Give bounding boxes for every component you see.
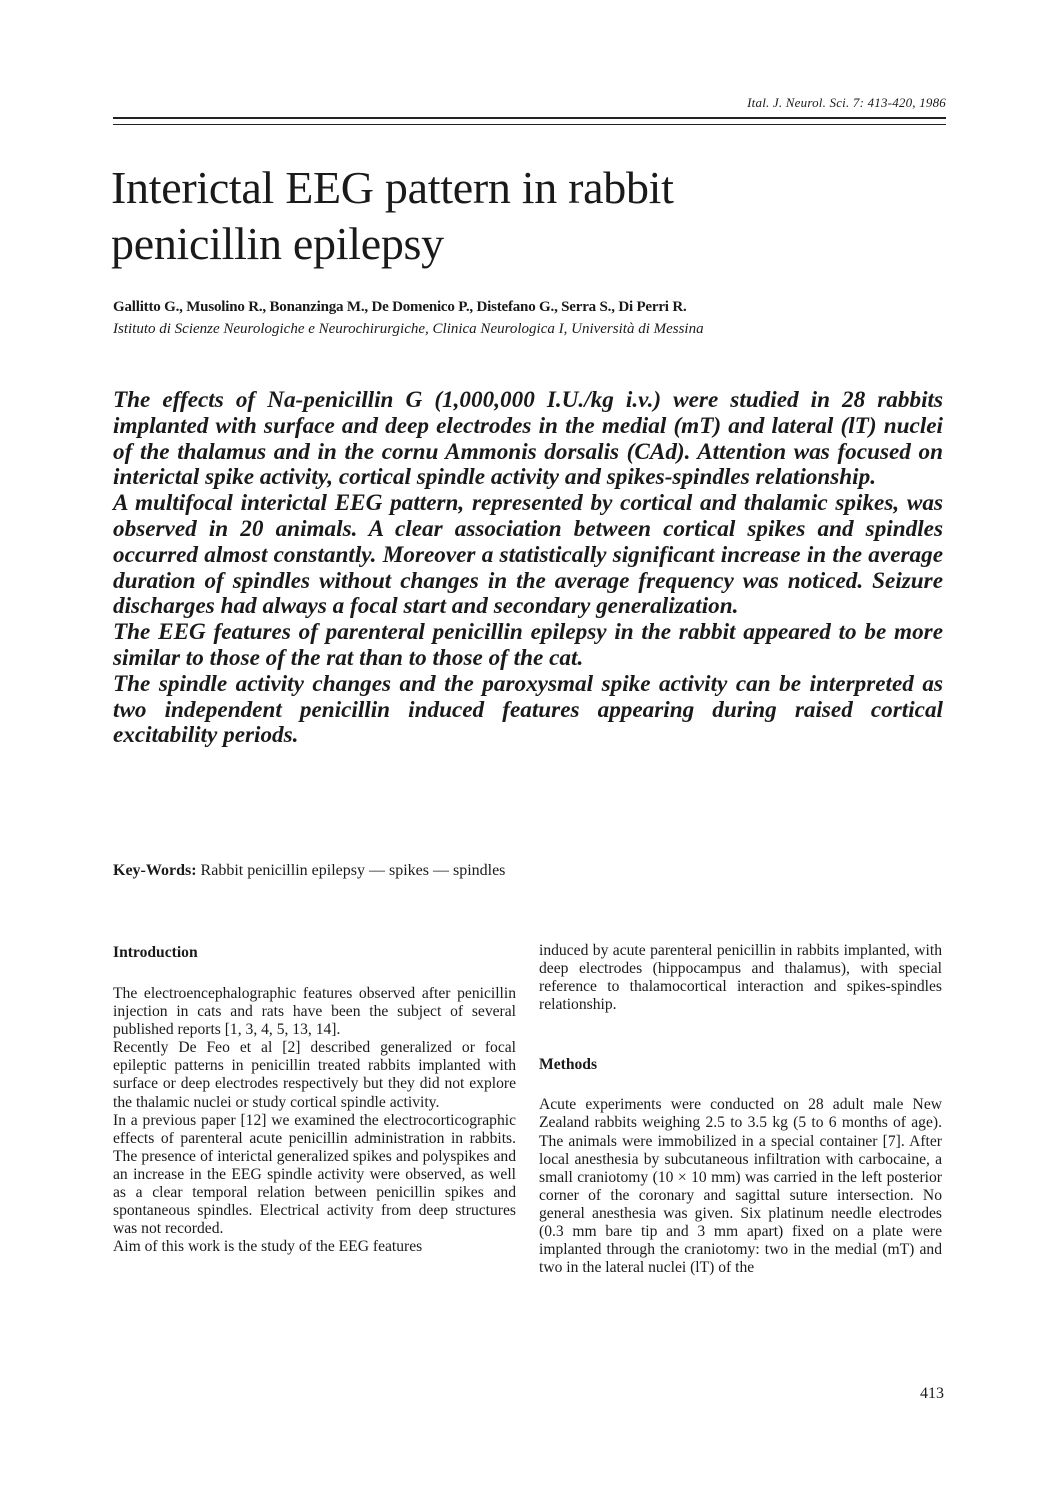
keywords bbox=[113, 860, 943, 882]
left-column bbox=[113, 942, 516, 1256]
intro-continuation: induced by acute parenteral penicillin in rabbits implanted, with deep electrodes (hippocampus and thalamus), with special reference to thalamocortical interaction and spikes-spindles relationship. bbox=[539, 942, 942, 1014]
intro-paragraph: In a previous paper [12] we examined the electrocorticographic effects of parenteral acute penicillin administration in rabbits. The presence of interictal generalized spikes and polyspikes and an increase in the EEG spindle activity were observed, as well as a clear temporal relation between penicillin spikes and spontaneous spindles. Electrical activity from deep structures was not recorded. bbox=[113, 1111, 516, 1238]
title-line-1: Interictal EEG pattern in rabbit bbox=[111, 162, 674, 213]
title-line-2: penicillin epilepsy bbox=[111, 218, 444, 269]
header-rule-thin bbox=[113, 124, 946, 125]
methods-heading: Methods bbox=[539, 1056, 598, 1074]
keywords-text: Rabbit penicillin epilepsy — spikes — spindles bbox=[196, 862, 506, 879]
abstract-paragraph: The effects of Na-penicillin G (1,000,000 I.U./kg i.v.) were studied in 28 rabbits implanted with surface and deep electrodes in the medial (mT) and lateral (lT) nuclei of the thalamus and in the cornu Ammonis dorsalis (CAd). Attention was focused on interictal spike activity, cortical spindle activity and spikes-spindles relationship. bbox=[113, 387, 943, 491]
abstract-paragraph: The EEG features of parenteral penicillin epilepsy in the rabbit appeared to be more similar to those of the rat than to those of the cat. bbox=[113, 619, 943, 671]
author-list: Gallitto G., Musolino R., Bonanzinga M., De Domenico P., Distefano G., Serra S., Di Perri R. bbox=[113, 299, 687, 315]
affiliation: Istituto di Scienze Neurologiche e Neurochirurgiche, Clinica Neurologica I, Università di Messina bbox=[113, 321, 704, 337]
intro-paragraph: Recently De Feo et al [2] described generalized or focal epileptic patterns in penicillin treated rabbits implanted with surface or deep electrodes respectively but they did not explore the thalamic nuclei or study cortical spindle activity. bbox=[113, 1039, 516, 1111]
abstract-paragraph: A multifocal interictal EEG pattern, represented by cortical and thalamic spikes, was observed in 20 animals. A clear association between cortical spikes and spindles occurred almost constantly. Moreover a statistically significant increase in the average duration of spindles without changes in the average frequency was noticed. Seizure discharges had always a focal start and secondary generalization. bbox=[113, 490, 943, 620]
keywords-label: Key-Words: bbox=[113, 862, 197, 879]
right-column bbox=[539, 942, 942, 1277]
intro-paragraph: Aim of this work is the study of the EEG features bbox=[113, 1238, 423, 1256]
article-title bbox=[111, 160, 941, 272]
methods-paragraph: Acute experiments were conducted on 28 adult male New Zealand rabbits weighing 2.5 to 3.5 kg (5 to 6 months of age). The animals were immobilized in a special container [7]. After local anesthesia by subcutaneous infiltration with carbocaine, a small craniotomy (10 × 10 mm) was carried in the left posterior corner of the coronary and sagittal suture intersection. No general anesthesia was given. Six platinum needle electrodes (0.3 mm bare tip and 3 mm apart) fixed on a plate were implanted through the craniotomy: two in the medial (mT) and two in the lateral nuclei (lT) of the bbox=[539, 1096, 942, 1277]
intro-paragraph: The electroencephalographic features observed after penicillin injection in cats and rats have been the subject of several published reports [1, 3, 4, 5, 13, 14]. bbox=[113, 985, 516, 1039]
abstract-paragraph: The spindle activity changes and the paroxysmal spike activity can be interpreted as two independent penicillin induced features appearing during raised cortical excitability periods. bbox=[113, 670, 943, 749]
abstract bbox=[113, 388, 943, 749]
header-rule-thick bbox=[113, 117, 946, 119]
page-number: 413 bbox=[920, 1385, 944, 1402]
introduction-heading: Introduction bbox=[113, 944, 198, 961]
running-head: Ital. J. Neurol. Sci. 7: 413-420, 1986 bbox=[747, 95, 946, 110]
